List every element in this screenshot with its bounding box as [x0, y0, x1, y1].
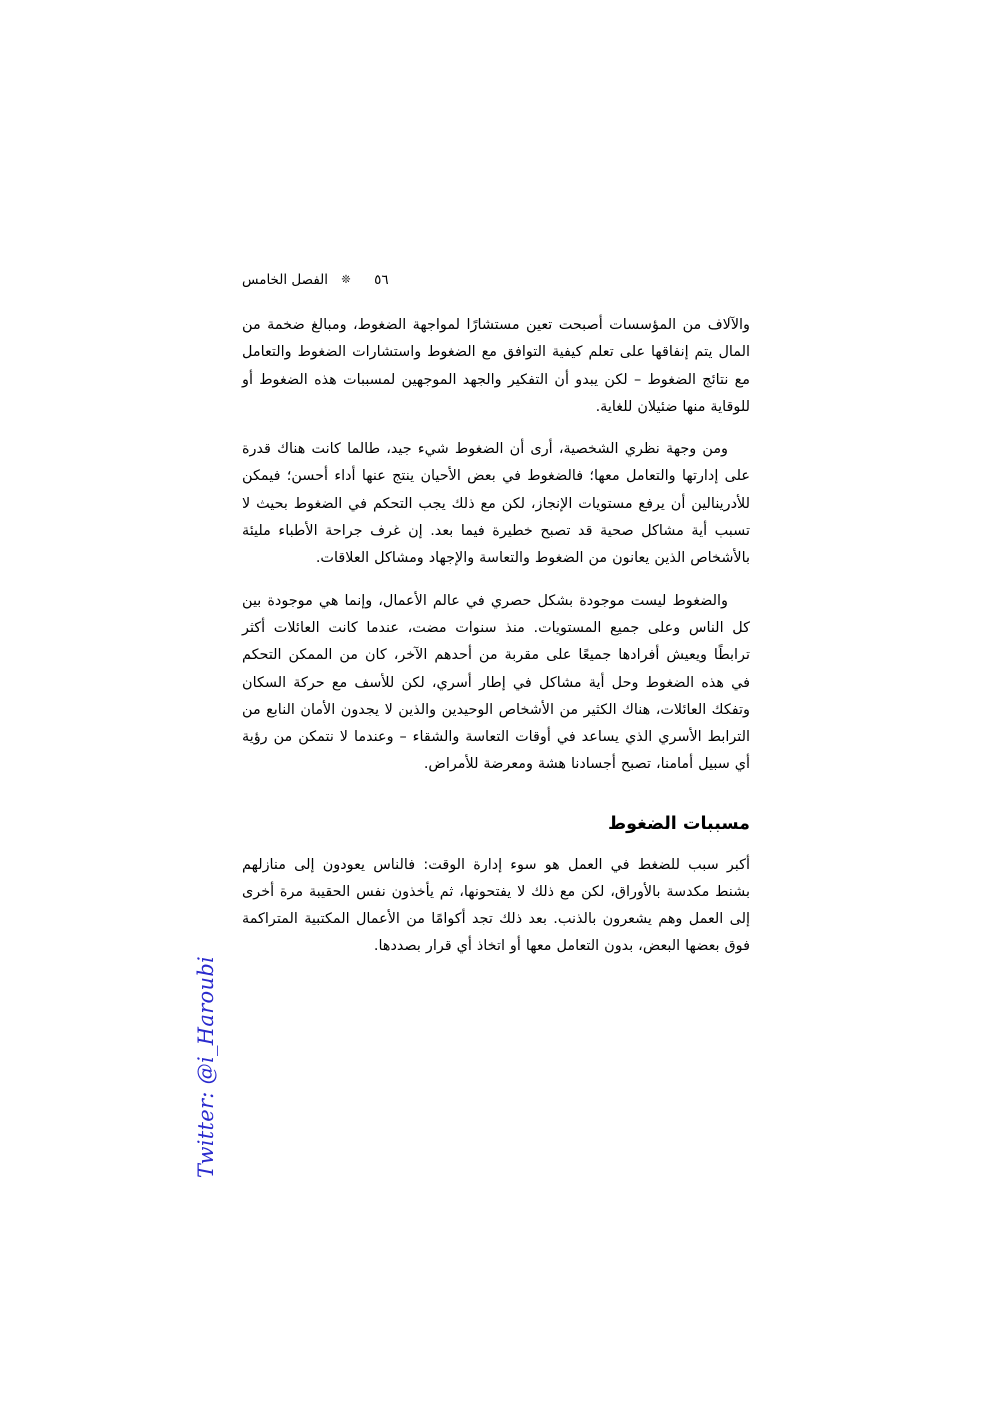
- running-head: [242, 272, 750, 288]
- running-head-chapter-label: الفصل الخامس: [242, 272, 329, 288]
- running-head-inner: [242, 272, 389, 288]
- body-paragraph-2: ومن وجهة نظري الشخصية، أرى أن الضغوط شيء جيد، طالما كانت هناك قدرة على إدارتها والتعامل معها؛ فالضغوط في بعض الأحيان ينتج عنها أداء أحسن؛ فيمكن للأدرينالين أن يرفع مستويات الإنجاز، لكن مع ذلك يجب التحكم في الضغوط بحيث لا تسبب أية مشاكل صحية قد تصبح خطيرة فيما بعد. إن غرف جراحة الأطباء مليئة بالأشخاص الذين يعانون من الضغوط والتعاسة والإجهاد ومشاكل العلاقات.: [242, 441, 750, 567]
- page-folio-number: ٥٦: [374, 272, 389, 288]
- section-heading-causes-of-stress: مسببات الضغوط: [607, 813, 750, 834]
- ornament-icon: ❊: [341, 273, 351, 286]
- body-text-block: [242, 312, 750, 976]
- body-paragraph-3: والضغوط ليست موجودة بشكل حصري في عالم الأعمال، وإنما هي موجودة بين كل الناس وعلى جميع المستويات. منذ سنوات مضت، عندما كانت العائلات أكثر ترابطًا ويعيش أفرادها جميعًا على مقربة من أحدهم الآخر، كان من الممكن التحكم في هذه الضغوط وحل أية مشاكل في إطار أسري، لكن للأسف مع حركة السكان وتفكك العائلات، هناك الكثير من الأشخاص الوحيدين والذين لا يجدون الأمان النابع من الترابط الأسري الذي يساعد في أوقات التعاسة والشقاء – وعندما لا نتمكن من رؤية أي سبيل أمامنا، تصبح أجسادنا هشة ومعرضة للأمراض.: [242, 592, 750, 773]
- watermark: [186, 955, 226, 1179]
- section-paragraph-1: أكبر سبب للضغط في العمل هو سوء إدارة الوقت: فالناس يعودون إلى منازلهم بشنط مكدسة بالأوراق، لكن مع ذلك لا يفتحونها، ثم يأخذون نفس الحقيبة مرة أخرى إلى العمل وهم يشعرون بالذنب. بعد ذلك تجد أكوامًا من الأعمال المكتبية المتراكمة فوق بعضها البعض، بدون التعامل معها أو اتخاذ أي قرار بصددها.: [242, 856, 750, 955]
- watermark-handle-text: Twitter: @i_Haroubi: [194, 955, 218, 1179]
- body-paragraph-1: والآلاف من المؤسسات أصبحت تعين مستشارًا لمواجهة الضغوط، ومبالغ ضخمة من المال يتم إنفاقها على تعلم كيفية التوافق مع الضغوط واستشارات الضغوط والتعامل مع نتائج الضغوط – لكن يبدو أن التفكير والجهد الموجهين لمسببات هذه الضغوط أو للوقاية منها ضئيلان للغاية.: [242, 317, 750, 415]
